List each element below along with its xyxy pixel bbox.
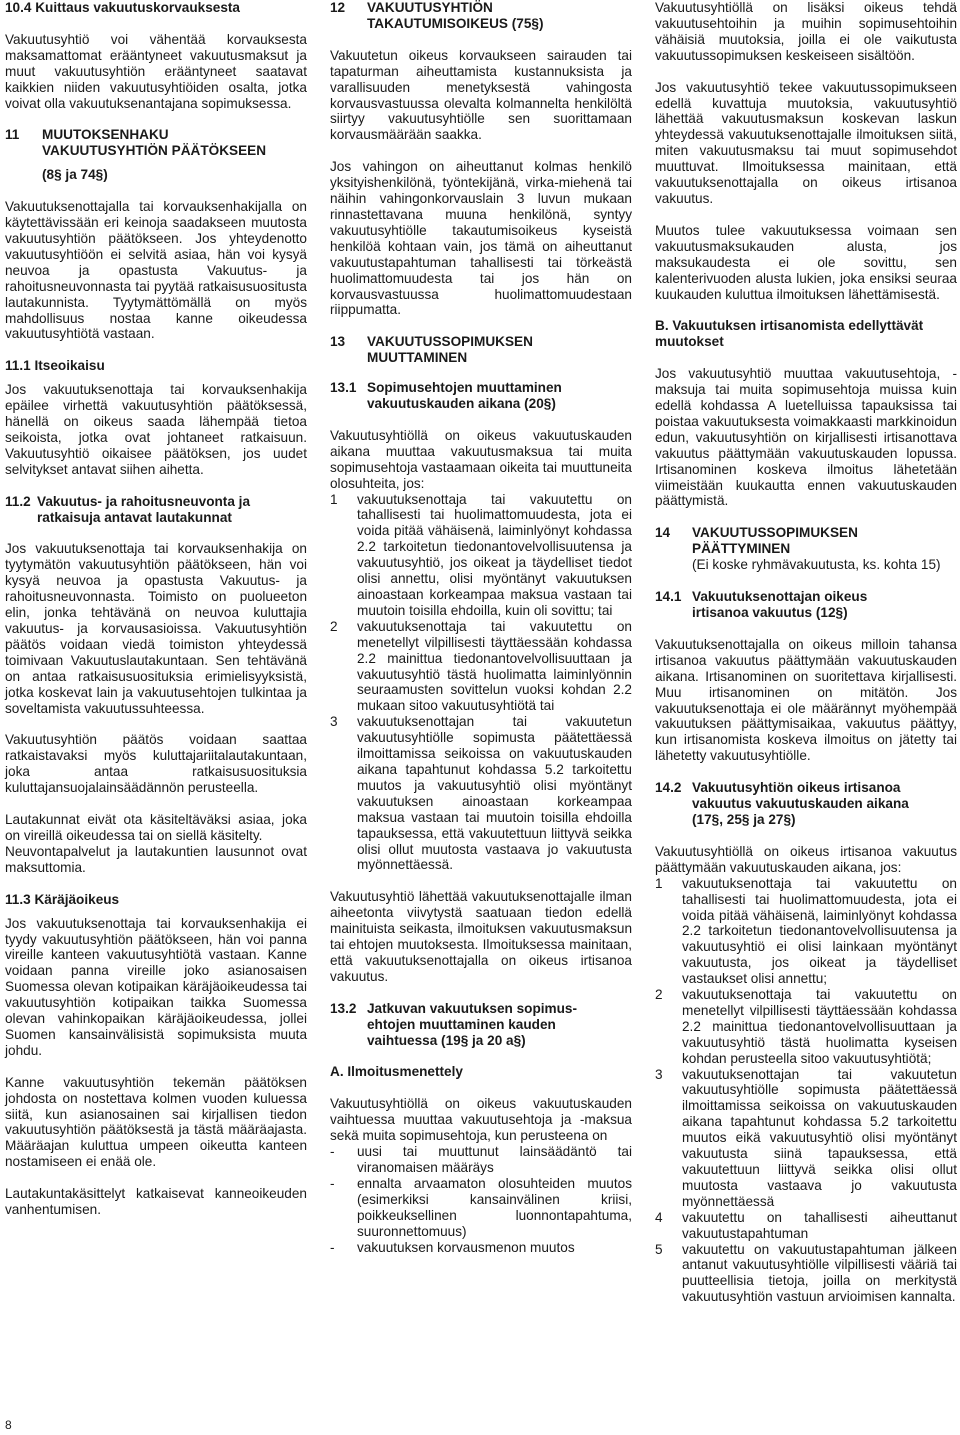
section-title-line: irtisanoa vakuutus (12§) <box>692 605 848 620</box>
paragraph: Jos vakuutusyhtiö muuttaa vakuutusehtoja, -maksuja tai muita sopimusehtoja muissa kuin edellä kohdassa A luetelluissa tapauksissa tai poistaa vakuutuksesta voimakkaasti markkinoidun edun, vakuutusyhtiön on kirjallisesti irtisanottava vakuutus päättymään vakuutuskauden lopussa. Irtisanominen koskeva ilmoitus lähetetään viimeistään kuukautta ennen vakuutuskauden päättymistä. <box>655 366 957 509</box>
list-text: vakuutuksen korvausmenon muutos <box>357 1239 575 1255</box>
section-heading-13 <box>330 334 632 366</box>
page-number: 8 <box>5 1418 12 1432</box>
section-title-line: Sopimusehtojen muuttaminen <box>367 380 562 396</box>
paragraph: Neuvontapalvelut ja lautakuntien lausunnot ovat maksuttomia. <box>5 843 307 875</box>
column-left <box>5 0 307 1234</box>
paragraph: Vakuutusyhtiöllä on oikeus vakuutuskauden vaihtuessa muuttaa vakuutusehtoja ja -maksua sekä muita sopimusehtoja, kun perusteena on <box>330 1096 632 1144</box>
section-title-line: VAKUUTUSSOPIMUKSEN <box>692 525 858 541</box>
section-heading-14-1 <box>655 589 957 621</box>
section-title-line: vaihtuessa (19§ ja 20 a§) <box>367 1032 526 1048</box>
list-marker: - <box>330 1175 335 1191</box>
section-number: 13.2 <box>330 1000 357 1016</box>
column-right <box>655 0 957 1321</box>
section-heading-14 <box>655 525 957 573</box>
list-text: vakuutettu on tahallisesti aiheuttanut vakuutustapahtuman <box>682 1209 957 1241</box>
paragraph: Lautakuntakäsittelyt katkaisevat kanneoikeuden vanhentumisen. <box>5 1186 307 1218</box>
section-number: 13.1 <box>330 380 357 396</box>
list-text: vakuutuksenottaja tai vakuutettu on tahallisesti tai huolimattomuudesta, jota ei voida pitää vähäisenä, laiminlyönyt kohdassa 2.2 tarkoitetun tiedonantovelvollisuutensa ja vakuutusyhtiö, jos oikeat ja täydelliset tiedot olisi annettu, olisi myöntänyt vakuutuksen ainoastaan korkeampaa maksua vastaan tai muutoin toisilla ehdoilla, kuin oli sovittu; tai <box>357 491 632 618</box>
list-marker: 4 <box>655 1209 663 1225</box>
list-text: vakuutuksenottajan tai vakuutetun vakuutusyhtiölle sopimusta päätettäessä ilmoittamissa seikoissa on vakuutuskauden aikana tapahtunut kohdassa 5.2 tarkoitettu muutos eikä vakuutusyhtiö olisi myöntänyt vakuutusta siinä tapauksessa, että vakuutettuun liittyvä seikka olisi ollut muutosta vastaava jo vakuutusta myönnettäessä <box>682 1066 957 1209</box>
section-title-line: ehtojen muuttaminen kauden <box>367 1016 556 1032</box>
section-heading-13-1 <box>330 380 632 412</box>
list-text: vakuutuksenottaja tai vakuutettu on menetellyt vilpillisesti täyttäessään kohdassa 2.2 mainittua tiedonantovelvollisuuttaan ja vakuutusyhtiö tästä huolimatta laiminlyönnin seuraamusten sovittelun vuoksi kohdan 2.2 mukaan sitoo vakuutusyhtiötä tai <box>357 618 632 714</box>
subheading-b: B. Vakuutuksen irtisanomista edellyttävät muutokset <box>655 318 924 350</box>
section-title-line: (17§, 25§ ja 27§) <box>692 811 796 827</box>
section-title-line: Vakuutus- ja rahoitusneuvonta ja <box>37 493 251 509</box>
list-marker: 1 <box>655 875 663 891</box>
paragraph: Vakuutusyhtiö lähettää vakuutuksenottajalle ilman aiheetonta viivytystä saatuaan tiedon edellä mainituista seikasta, ilmoituksen vakuutusmaksun tai ehtojen muutoksesta. Ilmoituksessa mainitaan, että vakuutuksenottajalla on oikeus irtisanoa vakuutus. <box>330 889 632 984</box>
paragraph: Jos vakuutusyhtiö tekee vakuutussopimukseen edellä kuvattuja muutoksia, vakuutusyhtiö lähettää vakuutusmaksun koskevan laskun yhteydessä vakuutuksenottajalle ilmoituksen siitä, miten vakuutusmaksu tai muut sopimusehdot muuttuvat. Ilmoituksessa mainitaan, että vakuutuksenottajalla on oikeus irtisanoa vakuutus. <box>655 79 957 206</box>
list-item <box>655 1210 957 1242</box>
paragraph: Vakuutusyhtiöllä on lisäksi oikeus tehdä vakuutusehtoihin ja muihin sopimusehtoihin vähäisiä muutoksia, joilla ei ole vaikutusta vakuutussopimuksen keskeiseen sisältöön. <box>655 0 957 63</box>
section-number: 11 <box>5 127 20 143</box>
list-text: vakuutuksenottajan tai vakuutetun vakuutusyhtiölle sopimusta päätettäessä ilmoittamissa seikoissa on vakuutuskauden aikana tapahtunut kohdassa 5.2 tarkoitettu muutos ja vakuutusyhtiö olisi myöntänyt vakuutuksen ainoastaan korkeampaa maksua vastaan tai muutoin toisilla ehdoilla tapauksessa, että vakuutettuun liittyvä seikka olisi ollut muutosta vastaava jo vakuutusta myönnettäessä. <box>357 714 632 873</box>
list-item <box>330 492 632 619</box>
subheading-a: A. Ilmoitusmenettely <box>330 1064 463 1080</box>
section-number: 14.1 <box>655 589 682 605</box>
list-item <box>655 987 957 1067</box>
section-title-line: VAKUUTUSYHTIÖN PÄÄTÖKSEEN <box>42 143 267 159</box>
list-item <box>330 619 632 714</box>
section-heading-12 <box>330 0 632 32</box>
list-item <box>655 1067 957 1210</box>
numbered-list <box>655 876 957 1305</box>
section-title-line: vakuutuskauden aikana (20§) <box>367 396 556 412</box>
section-title-line: MUUTOKSENHAKU <box>42 127 169 143</box>
paragraph: Vakuutuksenottajalla tai korvauksenhakijalla on käytettävissään eri keinoja saadakseen muutosta vakuutusyhtiön päätökseen. Jos yhteydenotto vakuutusyhtiöön ei selvitä asiaa, hän voi kysyä neuvoa ja opastusta Vakuutus- ja rahoitusneuvonnasta tai pyytää ratkaisusuositusta lautakunnista. Tyytymättömällä on myös mahdollisuus nostaa kanne oikeudessa vakuutusyhtiötä vastaan. <box>5 199 307 342</box>
list-item <box>330 1176 632 1240</box>
list-marker: 2 <box>330 618 338 634</box>
section-number: 12 <box>330 0 346 15</box>
list-text: vakuutuksenottaja tai vakuutettu on menetellyt vilpillisesti täyttäessään kohdassa 2.2 mainittua tiedonantovelvollisuuttaan ja vakuutusyhtiö tästä huolimatta kyseisen kohdan perusteella sitoo vakuutusyhtiötä; <box>682 987 957 1066</box>
paragraph: Jos vahingon on aiheuttanut kolmas henkilö yksityishenkilönä, työntekijänä, virka-miehenä tai näihin vahingonkorvauslain 3 luvun mukaan rinnastettavana muuna henkilönä, syntyy vakuutusyhtiölle takautumisoikeus kyseistä henkilöä kohtaan vain, jos tämä on aiheuttanut vakuutustapahtuman tahallisesti tai törkeästä huolimattomuudesta tai jos hän on korvausvastuussa huolimattomuudestaan riippumatta. <box>330 159 632 318</box>
section-heading-13-2 <box>330 1001 632 1049</box>
section-title-line: MUUTTAMINEN <box>367 350 468 366</box>
list-marker: 3 <box>330 714 338 730</box>
paragraph: Muutos tulee vakuutuksessa voimaan sen vakuutusmaksukauden alusta, jos maksukaudesta ei ole sovittu, sen kalenterivuoden alusta lukien, joka ensiksi seuraa kuukauden kuluttua ilmoituksen lähettämisestä. <box>655 222 957 302</box>
paragraph: Vakuutusyhtiöllä on oikeus irtisanoa vakuutus päättymään vakuutuskauden aikana, jos: <box>655 843 957 875</box>
list-marker: 1 <box>330 491 338 507</box>
section-title-line: ratkaisuja antavat lautakunnat <box>37 509 232 525</box>
paragraph: Vakuutetun oikeus korvaukseen sairauden tai tapaturman aiheuttamista kustannuksista ja varallisuuden menetyksestä vahingosta korvausvastuussa olevalta kolmannelta henkilöltä siirtyy vakuutusyhtiölle sen suorittamaan korvausmäärään saakka. <box>330 47 632 143</box>
paragraph: Jos vakuutuksenottaja tai korvauksenhakija on tyytymätön vakuutusyhtiön päätökseen, hän voi kysyä neuvoa ja opastusta Vakuutus- ja rahoitusneuvonnasta. Toimisto on puolueeton elin, jonka tehtävänä on neuvoa kuluttajia vakuutus- ja korvausasioissa. Vakuutusyhtiön päätös voidaan viedä toimiston yhteydessä toimivaan Vakuutuslautakuntaan. Sen tehtävänä on antaa ratkaisusuosituksia erimielisyyksistä, jotka koskevat lain ja vakuutusehtojen tulkintaa ja soveltamista vakuutussuhteessa. <box>5 541 307 716</box>
paragraph: Vakuutusyhtiön päätös voidaan saattaa ratkaistavaksi myös kuluttajariitalautakuntaan, joka antaa ratkaisusuosituksia kuluttajansuojalainsäädännön perusteella. <box>5 732 307 796</box>
section-heading-11-3: 11.3 Käräjäoikeus <box>5 891 120 907</box>
section-number: 13 <box>330 334 346 350</box>
list-marker: - <box>330 1239 335 1255</box>
section-heading-11-2 <box>5 494 307 526</box>
section-note: (Ei koske ryhmävakuutusta, ks. kohta 15) <box>692 557 941 573</box>
list-text: vakuutuksenottaja tai vakuutettu on tahallisesti tai huolimattomuudesta, jota ei voida pitää vähäisenä, laiminlyönyt kohdassa 2.2 tarkoitetun tiedonantovelvollisuutensa ja vakuutusyhtiö ei olisi lainkaan myöntänyt vakuutusta, jos oikeat ja täydelliset vastaukset olisi annettu; <box>682 875 957 987</box>
section-title-line: Vakuutuksenottajan oikeus <box>692 589 868 605</box>
section-number: 14 <box>655 525 671 541</box>
paragraph: Jos vakuutuksenottaja tai korvauksenhakija epäilee virhettä vakuutusyhtiön päätöksessä, hänellä on oikeus saada lähempää tietoa seikoista, jotka ovat johtaneet ratkaisuun. Vakuutusyhtiö oikaisee päätöksen, jos uudet selvitykset antavat siihen aihetta. <box>5 382 307 477</box>
section-title-line: vakuutus vakuutuskauden aikana <box>692 796 909 812</box>
section-title-line: TAKAUTUMISOIKEUS (75§) <box>367 15 544 31</box>
list-marker: 3 <box>655 1066 663 1082</box>
section-title-line: Jatkuvan vakuutuksen sopimus- <box>367 1000 578 1016</box>
list-text: vakuutettu on vakuutustapahtuman jälkeen antanut vakuutusyhtiölle vilpillisesti vääriä tai puutteellisia tietoja, joilla on merkitystä vakuutusyhtiön vastuun arvioimisen kannalta. <box>682 1241 957 1305</box>
dash-list <box>330 1144 632 1255</box>
list-item <box>655 876 957 987</box>
list-marker: 5 <box>655 1241 663 1257</box>
list-text: ennalta arvaamaton olosuhteiden muutos (esimerkiksi kansainvälinen kriisi, poikkeuksellinen luonnontapahtuma, suuronnettomuus) <box>357 1175 632 1239</box>
section-number: 14.2 <box>655 780 682 796</box>
list-item <box>655 1242 957 1306</box>
section-title-line: Vakuutusyhtiön oikeus irtisanoa <box>692 780 901 796</box>
paragraph: Jos vakuutuksenottaja tai korvauksenhakija ei tyydy vakuutusyhtiön päätökseen, hän voi panna vireille kanteen vakuutusyhtiötä vastaan. Kanne voidaan panna vireille joko asianosaisen Suomessa olevan kotipaikan käräjäoikeudessa tai vakuutusyhtiön kotipaikan taikka Suomessa olevan vahinkopaikan käräjäoikeudessa, jollei Suomen kansainvälisistä sopimuksista muuta johdu. <box>5 915 307 1058</box>
list-item <box>330 714 632 873</box>
section-title-line: PÄÄTTYMINEN <box>692 541 791 557</box>
paragraph: Vakuutusyhtiö voi vähentää korvauksesta maksamattomat erääntyneet vakuutusmaksut ja muut vakuutusyhtiön erääntyneet saatavat kaikkien niiden vakuutusyhtiöiden osalta, jotka voivat olla vakuutuksenantajana sopimuksessa. <box>5 31 307 111</box>
list-marker: - <box>330 1144 335 1160</box>
paragraph: Kanne vakuutusyhtiön tekemän päätöksen johdosta on nostettava kolmen vuoden kuluessa siitä, kun asianosainen sai kirjallisen tiedon vakuutusyhtiön päätöksestä ja tästä määräajasta. Määräajan kuluttua umpeen oikeutta kanteen nostamiseen ei enää ole. <box>5 1074 307 1170</box>
paragraph: Lautakunnat eivät ota käsiteltäväksi asiaa, joka on vireillä oikeudessa tai on siellä käsitelty. <box>5 812 307 843</box>
paragraph: Vakuutuksenottajalla on oikeus milloin tahansa irtisanoa vakuutus päättymään vakuutuskauden aikana. Irtisanominen on suoritettava kirjallisesti. Muu irtisanominen on mitätön. Jos vakuutuksenottaja ei ole määrännyt myöhempää vakuutuksen päättymisaikaa, vakuutus päättyy, kun irtisanomista koskeva ilmoitus on jätetty tai lähetetty vakuutusyhtiölle. <box>655 636 957 764</box>
section-number: 11.2 <box>5 493 31 509</box>
numbered-list <box>330 492 632 874</box>
section-title-line: VAKUUTUSYHTIÖN <box>367 0 493 15</box>
section-title-line: VAKUUTUSSOPIMUKSEN <box>367 334 533 350</box>
list-marker: 2 <box>655 987 663 1003</box>
paragraph: Vakuutusyhtiöllä on oikeus vakuutuskauden aikana muuttaa vakuutusmaksua tai muita sopimusehtoja vastaamaan oikeita tai muuttuneita olosuhteita, jos: <box>330 427 632 491</box>
section-heading-11 <box>5 127 307 183</box>
list-item <box>330 1144 632 1176</box>
section-heading-14-2 <box>655 780 957 828</box>
list-item <box>330 1240 632 1256</box>
section-title-line: (8§ ja 74§) <box>42 167 108 183</box>
section-heading-11-1: 11.1 Itseoikaisu <box>5 358 105 374</box>
column-middle <box>330 0 632 1271</box>
list-text: uusi tai muuttunut lainsäädäntö tai viranomaisen määräys <box>357 1144 632 1175</box>
section-heading-10-4: 10.4 Kuittaus vakuutuskorvauksesta <box>5 0 240 15</box>
